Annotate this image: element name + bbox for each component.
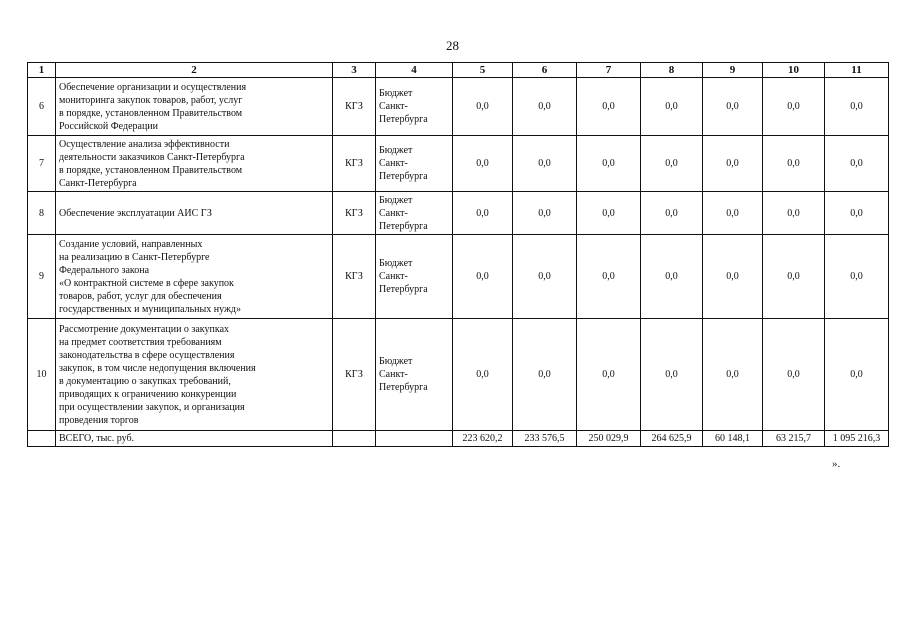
executor: КГЗ bbox=[333, 319, 376, 431]
value-cell: 0,0 bbox=[703, 192, 763, 235]
description-line: Российской Федерации bbox=[59, 120, 159, 132]
column-header: 8 bbox=[641, 63, 703, 78]
description-line: в порядке, установленном Правительством bbox=[59, 107, 243, 119]
value-cell: 0,0 bbox=[641, 235, 703, 319]
value-cell: 0,0 bbox=[825, 192, 889, 235]
description-line: государственных и муниципальных нужд» bbox=[59, 303, 241, 315]
source-line: Бюджет bbox=[379, 88, 413, 99]
description-line: в документацию о закупках требований, bbox=[59, 375, 231, 387]
total-value: 63 215,7 bbox=[763, 431, 825, 447]
column-header: 6 bbox=[513, 63, 577, 78]
total-label: ВСЕГО, тыс. руб. bbox=[56, 431, 333, 447]
total-value: 60 148,1 bbox=[703, 431, 763, 447]
executor: КГЗ bbox=[333, 235, 376, 319]
value-cell: 0,0 bbox=[825, 136, 889, 192]
value-cell: 0,0 bbox=[453, 192, 513, 235]
header-row bbox=[28, 63, 889, 78]
description-line: Создание условий, направленных bbox=[59, 238, 203, 250]
value-cell: 0,0 bbox=[641, 78, 703, 136]
source-line: Петербурга bbox=[379, 220, 428, 232]
value-cell: 0,0 bbox=[453, 136, 513, 192]
description-line: мониторинга закупок товаров, работ, услуг bbox=[59, 94, 243, 106]
closing-quote-mark: ». bbox=[832, 458, 841, 470]
description-line: проведения торгов bbox=[59, 414, 139, 426]
column-header: 1 bbox=[28, 63, 56, 78]
table-row bbox=[28, 192, 889, 235]
row-number: 7 bbox=[28, 136, 56, 192]
description-line: на предмет соответствия требованиям bbox=[59, 336, 222, 348]
description-line: товаров, работ, услуг для обеспечения bbox=[59, 290, 222, 302]
page-number: 28 bbox=[446, 38, 459, 53]
description-line: Рассмотрение документации о закупках bbox=[59, 323, 230, 335]
value-cell: 0,0 bbox=[453, 78, 513, 136]
column-header: 3 bbox=[333, 63, 376, 78]
column-header: 5 bbox=[453, 63, 513, 78]
value-cell: 0,0 bbox=[641, 192, 703, 235]
column-header: 10 bbox=[763, 63, 825, 78]
empty-cell bbox=[376, 431, 453, 447]
description-line: «О контрактной системе в сфере закупок bbox=[59, 277, 234, 289]
value-cell: 0,0 bbox=[513, 235, 577, 319]
total-value: 223 620,2 bbox=[453, 431, 513, 447]
value-cell: 0,0 bbox=[577, 235, 641, 319]
source-line: Бюджет bbox=[379, 194, 413, 206]
column-header: 11 bbox=[825, 63, 889, 78]
value-cell: 0,0 bbox=[763, 192, 825, 235]
description-line: деятельности заказчиков Санкт-Петербурга bbox=[59, 151, 245, 163]
column-header: 4 bbox=[376, 63, 453, 78]
funding-source bbox=[376, 78, 453, 136]
empty-cell bbox=[333, 431, 376, 447]
total-value: 1 095 216,3 bbox=[825, 431, 889, 447]
description-line: на реализацию в Санкт-Петербурге bbox=[59, 251, 210, 263]
executor: КГЗ bbox=[333, 78, 376, 136]
empty-cell bbox=[28, 431, 56, 447]
value-cell: 0,0 bbox=[763, 235, 825, 319]
value-cell: 0,0 bbox=[513, 136, 577, 192]
source-line: Санкт- bbox=[379, 158, 408, 169]
value-cell: 0,0 bbox=[641, 319, 703, 431]
table-row bbox=[28, 136, 889, 192]
value-cell: 0,0 bbox=[703, 136, 763, 192]
value-cell: 0,0 bbox=[641, 136, 703, 192]
row-number: 8 bbox=[28, 192, 56, 235]
activity-description bbox=[56, 319, 333, 431]
activity-description bbox=[56, 192, 333, 235]
table-row bbox=[28, 319, 889, 431]
activity-description bbox=[56, 235, 333, 319]
source-line: Бюджет bbox=[379, 356, 413, 367]
total-value: 250 029,9 bbox=[577, 431, 641, 447]
value-cell: 0,0 bbox=[703, 235, 763, 319]
description-line: Осуществление анализа эффективности bbox=[59, 138, 230, 150]
description-line: при осуществлении закупок, и организация bbox=[59, 401, 245, 413]
value-cell: 0,0 bbox=[513, 192, 577, 235]
value-cell: 0,0 bbox=[453, 319, 513, 431]
value-cell: 0,0 bbox=[513, 319, 577, 431]
row-number: 10 bbox=[28, 319, 56, 431]
activity-description bbox=[56, 136, 333, 192]
description-line: Санкт-Петербурга bbox=[59, 177, 137, 189]
column-header: 2 bbox=[56, 63, 333, 78]
funding-source bbox=[376, 319, 453, 431]
value-cell: 0,0 bbox=[825, 235, 889, 319]
funding-source bbox=[376, 192, 453, 235]
value-cell: 0,0 bbox=[825, 78, 889, 136]
description-line: Обеспечение эксплуатации АИС ГЗ bbox=[59, 207, 212, 219]
value-cell: 0,0 bbox=[577, 78, 641, 136]
source-line: Санкт- bbox=[379, 369, 408, 380]
source-line: Санкт- bbox=[379, 207, 408, 219]
table-row bbox=[28, 78, 889, 136]
funding-source bbox=[376, 235, 453, 319]
executor: КГЗ bbox=[333, 136, 376, 192]
source-line: Петербурга bbox=[379, 114, 428, 125]
value-cell: 0,0 bbox=[763, 78, 825, 136]
executor: КГЗ bbox=[333, 192, 376, 235]
row-number: 6 bbox=[28, 78, 56, 136]
value-cell: 0,0 bbox=[703, 78, 763, 136]
description-line: в порядке, установленном Правительством bbox=[59, 164, 243, 176]
source-line: Петербурга bbox=[379, 284, 428, 295]
source-line: Санкт- bbox=[379, 101, 408, 112]
source-line: Петербурга bbox=[379, 382, 428, 393]
value-cell: 0,0 bbox=[703, 319, 763, 431]
value-cell: 0,0 bbox=[577, 319, 641, 431]
source-line: Петербурга bbox=[379, 171, 428, 182]
total-value: 264 625,9 bbox=[641, 431, 703, 447]
source-line: Бюджет bbox=[379, 145, 413, 156]
source-line: Санкт- bbox=[379, 271, 408, 282]
row-number: 9 bbox=[28, 235, 56, 319]
description-line: Обеспечение организации и осуществления bbox=[59, 81, 247, 93]
description-line: законодательства в сфере осуществления bbox=[59, 349, 235, 361]
activity-description bbox=[56, 78, 333, 136]
value-cell: 0,0 bbox=[513, 78, 577, 136]
total-value: 233 576,5 bbox=[513, 431, 577, 447]
description-line: закупок, в том числе недопущения включения bbox=[59, 362, 256, 374]
source-line: Бюджет bbox=[379, 258, 413, 269]
description-line: Федерального закона bbox=[59, 264, 150, 276]
total-row bbox=[28, 431, 889, 447]
value-cell: 0,0 bbox=[763, 136, 825, 192]
value-cell: 0,0 bbox=[763, 319, 825, 431]
funding-source bbox=[376, 136, 453, 192]
value-cell: 0,0 bbox=[577, 136, 641, 192]
value-cell: 0,0 bbox=[577, 192, 641, 235]
budget-table bbox=[27, 62, 889, 447]
value-cell: 0,0 bbox=[825, 319, 889, 431]
description-line: приводящих к ограничению конкуренции bbox=[59, 388, 237, 400]
column-header: 9 bbox=[703, 63, 763, 78]
column-header: 7 bbox=[577, 63, 641, 78]
value-cell: 0,0 bbox=[453, 235, 513, 319]
table-row bbox=[28, 235, 889, 319]
